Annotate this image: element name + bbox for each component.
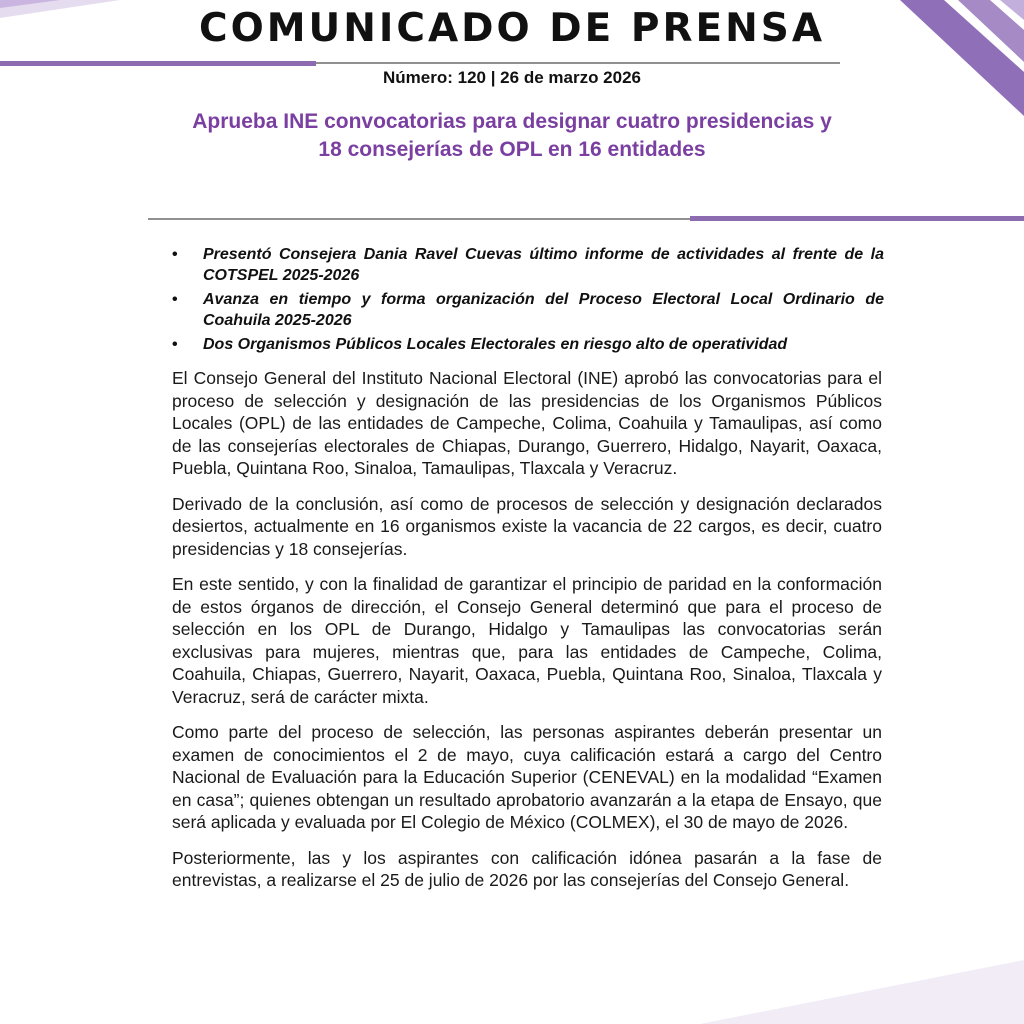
headline-line-2: 18 consejerías de OPL en 16 entidades — [318, 138, 706, 161]
body-paragraph: Derivado de la conclusión, así como de procesos de selección y designación declarados desiertos, actualmente en 16 organismos existe la vacancia de 22 cargos, es decir, cuatro presidencias y 18 consejerías. — [172, 493, 882, 559]
body-paragraph: Como parte del proceso de selección, las personas aspirantes deberán presentar un examen de conocimientos el 2 de mayo, cuya calificación estará a cargo del Centro Nacional de Evaluación para la Educación Superior (CENEVAL) en la modalidad “Examen en casa”; quienes obtengan un resultado aprobatorio avanzarán a la etapa de Ensayo, que será aplicada y evaluada por El Colegio de México (COLMEX), el 30 de mayo de 2026. — [172, 722, 882, 832]
body-paragraph: Posteriormente, las y los aspirantes con calificación idónea pasarán a la fase de entrevistas, a realizarse el 25 de julio de 2026 por las consejerías del Consejo General. — [172, 847, 882, 890]
document-title: COMUNICADO DE PRENSA — [198, 6, 826, 51]
body-text — [172, 367, 882, 905]
highlight-item — [172, 334, 884, 355]
highlight-item — [172, 244, 884, 286]
highlights-list — [172, 244, 884, 358]
headline — [150, 108, 874, 164]
highlight-text: Avanza en tiempo y forma organización del Proceso Electoral Local Ordinario de Coahuila 2025-2026 — [203, 291, 884, 329]
release-number-date: Número: 120 | 26 de marzo 2026 — [383, 68, 641, 87]
highlight-text: Dos Organismos Públicos Locales Electorales en riesgo alto de operatividad — [203, 336, 788, 353]
body-paragraph: El Consejo General del Instituto Nacional Electoral (INE) aprobó las convocatorias para el proceso de selección y designación de las presidencias de los Organismos Públicos Locales (OPL) de las entidades de Campeche, Colima, Coahuila y Tamaulipas, así como de las consejerías electorales de Chiapas, Durango, Guerrero, Hidalgo, Nayarit, Oaxaca, Puebla, Quintana Roo, Sinaloa, Tamaulipas, Tlaxcala y Veracruz. — [172, 368, 882, 478]
highlight-item — [172, 289, 884, 331]
bullet-icon: • — [172, 336, 178, 353]
header-rule-accent — [0, 61, 316, 66]
section-rule-accent — [690, 216, 1024, 221]
headline-line-1: Aprueba INE convocatorias para designar cuatro presidencias y — [192, 110, 832, 133]
highlight-text: Presentó Consejera Dania Ravel Cuevas último informe de actividades al frente de la COTSPEL 2025-2026 — [203, 246, 884, 284]
body-paragraph: En este sentido, y con la finalidad de garantizar el principio de paridad en la conformación de estos órganos de dirección, el Consejo General determinó que para el proceso de selección en los OPL de Durango, Hidalgo y Tamaulipas las convocatorias serán exclusivas para mujeres, mientras que, para las entidades de Campeche, Colima, Coahuila, Chiapas, Guerrero, Nayarit, Oaxaca, Puebla, Quintana Roo, Sinaloa, Tlaxcala y Veracruz, será de carácter mixta. — [172, 574, 882, 707]
corner-wash-bottom-right — [700, 960, 1024, 1024]
bullet-icon: • — [172, 291, 178, 308]
bullet-icon: • — [172, 246, 178, 263]
